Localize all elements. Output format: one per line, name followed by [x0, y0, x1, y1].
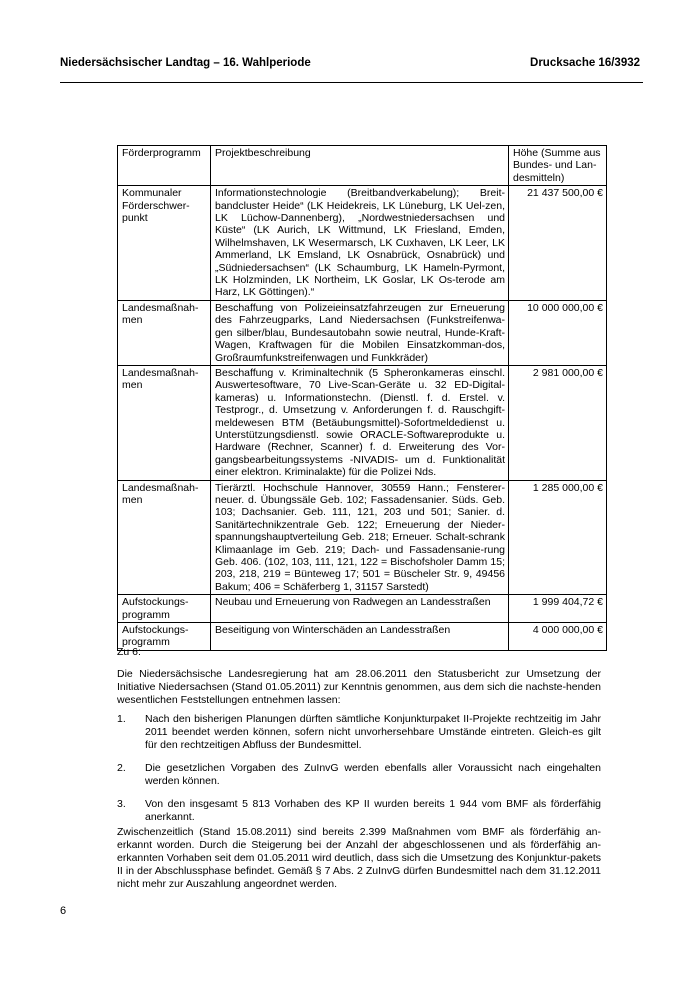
table-cell-amount: 21 437 500,00 €: [509, 186, 607, 301]
list-item: [117, 798, 601, 824]
table-cell-description: Informationstechnologie (Breitbandverkabelung); Breit-bandcluster Heide“ (LK Heidekreis, LK Lüneburg, LK Uel-zen, LK Lüchow-Dannenberg), „Nordwestniedersachsen und Küste“ (LK Aurich, LK Wittmund, LK Friesland, Emden, Wilhelmshaven, LK Wesermarsch, LK Cuxhaven, LK Leer, LK Ammerland, LK Emsland, LK Osnabrück, Osnabrück) und „Südniedersachsen“ (LK Schaumburg, LK Hameln-Pyrmont, LK Holzminden, LK Northeim, LK Goslar, LK Os-terode am Harz, LK Göttingen).“: [211, 186, 509, 301]
table-row: [118, 480, 607, 595]
table-cell-description: Beseitigung von Winterschäden an Landesstraßen: [211, 623, 509, 651]
section-heading: Zu 6:: [117, 646, 141, 658]
table-cell-program: Aufstockungs-programm: [118, 623, 211, 651]
table-cell-program: Kommunaler Förderschwer-punkt: [118, 186, 211, 301]
header-title: Niedersächsischer Landtag – 16. Wahlperiode: [60, 57, 311, 69]
list-item-number: 3.: [117, 798, 126, 810]
table-header-row: [118, 146, 607, 186]
findings-list: [117, 713, 601, 834]
table-cell-amount: 4 000 000,00 €: [509, 623, 607, 651]
column-header-program: Förderprogramm: [118, 146, 211, 186]
table-cell-description: Tierärztl. Hochschule Hannover, 30559 Hann.; Fensterer-neuer. d. Übungssäle Geb. 102; Fassadensanier. Süds. Geb. 103; Dachsanier. Geb. 111, 121, 203 und 501; Sanier. d. Sanitärtechnikzentrale Geb. 122; Erneuerung der Nieder-spannungshauptverteilung Geb. 218; Erneuer. Schalt-schrank Klimaanlage im Geb. 219; Dach- und Fassadensanie-rung Geb. 406. (102, 103, 111, 121, 122 = Bischofsholer Damm 15; 203, 218, 219 = Bünteweg 17; 501 = Büscheler Str. 9, 49456 Bakum; 406 = Schäferberg 1, 31157 Sarstedt): [211, 480, 509, 595]
column-header-description: Projektbeschreibung: [211, 146, 509, 186]
table-cell-program: Landesmaßnah-men: [118, 365, 211, 480]
table-row: [118, 595, 607, 623]
list-item-text: Die gesetzlichen Vorgaben des ZuInvG werden ebenfalls aller Voraussicht nach eingehalten werden können.: [145, 762, 601, 787]
table-cell-amount: 2 981 000,00 €: [509, 365, 607, 480]
table-row: [118, 300, 607, 365]
table-cell-description: Neubau und Erneuerung von Radwegen an Landesstraßen: [211, 595, 509, 623]
funding-table: [117, 145, 607, 651]
table-cell-amount: 1 285 000,00 €: [509, 480, 607, 595]
table-cell-program: Landesmaßnah-men: [118, 480, 211, 595]
list-item-text: Nach den bisherigen Planungen dürften sämtliche Konjunkturpaket II-Projekte rechtzeitig im Jahr 2011 beendet werden können, sofern nicht unvorhersehbare Umstände eintreten. Gleich-es gilt für den rechtzeitigen Abfluss der Bundesmittel.: [145, 713, 601, 751]
column-header-amount: Höhe (Summe aus Bundes- und Lan-desmitteln): [509, 146, 607, 186]
list-item-number: 2.: [117, 762, 126, 774]
table-cell-description: Beschaffung von Polizeieinsatzfahrzeugen zur Erneuerung des Fahrzeugparks, Land Niedersachsen (Funkstreifenwa-gen silber/blau, Bundesautobahn sowie neutral, Hunde-Kraft-Wagen, Kraftwagen für die Mobilen Einsatzkomman-dos, Großraumfunkstreifenwagen und Funkkräder): [211, 300, 509, 365]
table-cell-program: Aufstockungs-programm: [118, 595, 211, 623]
table-cell-program: Landesmaßnah-men: [118, 300, 211, 365]
table-cell-amount: 10 000 000,00 €: [509, 300, 607, 365]
list-item-number: 1.: [117, 713, 126, 725]
list-item: [117, 713, 601, 752]
header-rule: [60, 82, 643, 83]
list-item: [117, 762, 601, 788]
document-number: Drucksache 16/3932: [530, 57, 640, 69]
section-intro: Die Niedersächsische Landesregierung hat am 28.06.2011 den Statusbericht zur Umsetzung der Initiative Niedersachsen (Stand 01.05.2011) zur Kenntnis genommen, aus dem sich die nachste-henden wesentlichen Feststellungen entnehmen lassen:: [117, 668, 601, 706]
table-row: [118, 365, 607, 480]
closing-paragraph: Zwischenzeitlich (Stand 15.08.2011) sind bereits 2.399 Maßnahmen vom BMF als förderfähig an-erkannt worden. Durch die Steigerung bei der Anzahl der abgeschlossenen und als förderfähig an-erkannten Vorhaben seit dem 01.05.2011 wird deutlich, dass sich die Umsetzung des Konjunktur-pakets II in der Abschlussphase befindet. Gemäß § 7 Abs. 2 ZuInvG dürfen Bundesmittel nach dem 31.12.2011 nicht mehr zur Auszahlung angeordnet werden.: [117, 826, 601, 890]
table-cell-description: Beschaffung v. Kriminaltechnik (5 Spheronkameras einschl. Auswertesoftware, 70 Live-Scan-Geräte u. 32 ED-Digital-kameras) u. Informationstechn. (Dienstl. f. d. Erstel. v. Testprogr., d. Umsetzung v. Anforderungen f. d. Rauschgift-meldewesen BTM (Betäubungsmittel)-Sofortmeldedienst u. Unterstützungsdienstl. sowie ORACLE-Softwareprodukte u. Hardware (Rechner, Scanner) f. d. Erweiterung des Vor-gangsbearbeitungssystems -NIVADIS- um d. Funktionalität einer elektron. Kriminalakte) für die Polizei Nds.: [211, 365, 509, 480]
table-row: [118, 186, 607, 301]
page-number: 6: [60, 905, 67, 917]
page-header: [60, 57, 640, 71]
table-cell-amount: 1 999 404,72 €: [509, 595, 607, 623]
list-item-text: Von den insgesamt 5 813 Vorhaben des KP II wurden bereits 1 944 vom BMF als förderfähig anerkannt.: [145, 798, 601, 823]
